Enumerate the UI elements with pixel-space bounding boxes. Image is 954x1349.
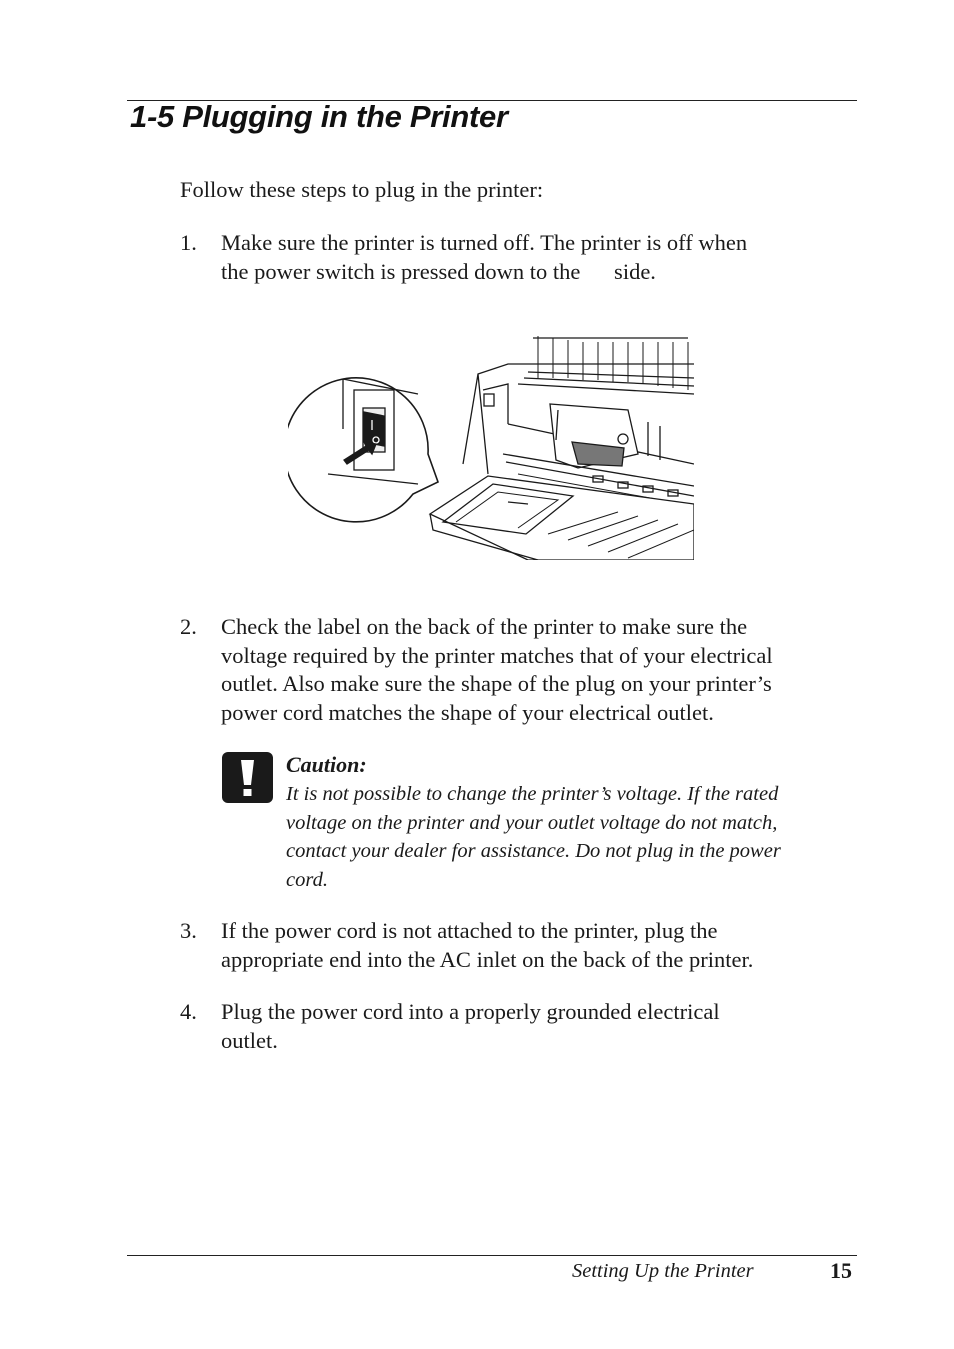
step-2-line-4: power cord matches the shape of your electrical outlet. [221,700,714,726]
step-3-line-2: appropriate end into the AC inlet on the back of the printer. [221,946,754,972]
step-2-text [221,613,861,728]
intro-text: Follow these steps to plug in the printer: [180,177,544,202]
step-4-line-2: outlet. [221,1027,278,1053]
step-2-line-1: Check the label on the back of the printer to make sure the [221,614,748,639]
step-1-text [221,229,861,286]
step-2-number: 2. [180,614,197,639]
step-2-line-2: voltage required by the printer matches that of your electrical [221,642,773,668]
step-4-line-1: Plug the power cord into a properly grounded electrical [221,999,720,1024]
caution-line-1: It is not possible to change the printer’s voltage. If the rated [286,783,779,805]
caution-body [286,780,856,894]
step-1-number: 1. [180,230,197,255]
footer-rule [127,1255,857,1256]
step-2-line-3: outlet. Also make sure the shape of the plug on your printer’s [221,671,772,697]
step-1-line-2: the power switch is pressed down to the side. [221,258,656,284]
step-3-number: 3. [180,918,197,943]
page-number: 15 [830,1258,852,1283]
footer-section-title: Setting Up the Printer [572,1260,754,1282]
printer-power-switch-illustration [288,334,694,560]
step-3-line-1: If the power cord is not attached to the printer, plug the [221,918,718,943]
caution-line-2: voltage on the printer and your outlet voltage do not match, [286,811,778,834]
step-1-line-1: Make sure the printer is turned off. The printer is off when [221,230,748,255]
caution-icon [222,752,273,803]
step-3-text [221,917,861,974]
printer-body [430,336,694,560]
step-4-text [221,998,861,1055]
caution-line-3: contact your dealer for assistance. Do not plug in the power [286,840,781,862]
step-4-number: 4. [180,999,197,1024]
caution-title: Caution: [286,752,367,777]
switch-closeup [288,378,438,522]
page-title: 1-5 Plugging in the Printer [130,99,508,134]
caution-line-4: cord. [286,868,328,891]
